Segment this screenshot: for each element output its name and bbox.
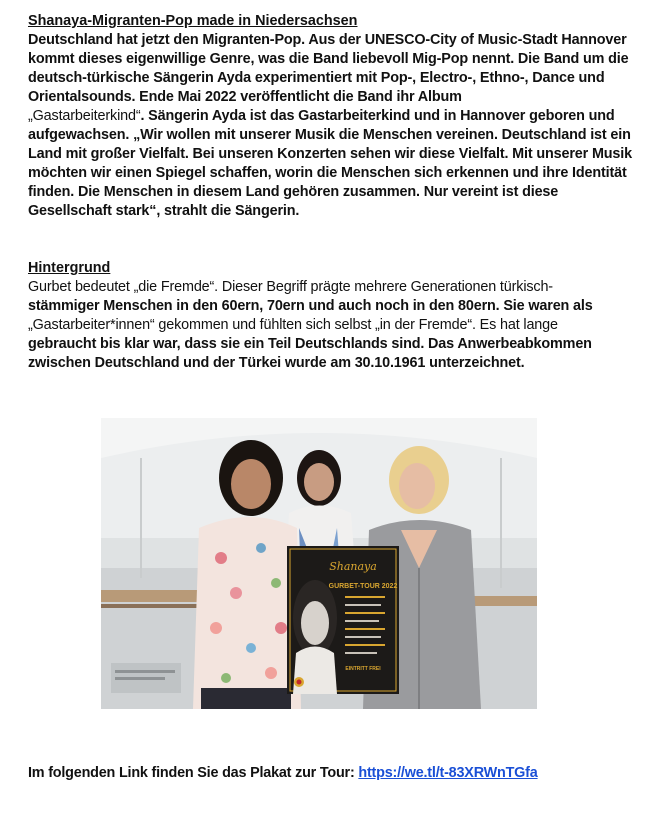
section2-text-line3: „Gastarbeiter*innen“ gekommen und fühlten sich selbst „in der Fremde“. Es hat lange xyxy=(28,317,558,333)
section1-paragraph xyxy=(28,31,640,221)
photo-illustration xyxy=(101,418,537,709)
section1-text-part1: Deutschland hat jetzt den Migranten-Pop. Aus der UNESCO-City of Music-Stadt Hannover kommt dieses eigenwillige Genre, was die Band liebevoll Mig-Pop nennt. Die Band um die deutsch-türkische Sängerin Ayda experimentiert mit Pop-, Electro-, Ethno-, Dance und Orientalsounds. Ende Mai 2022 veröffentlicht die Band ihr Album xyxy=(28,32,629,105)
footer-link-line xyxy=(28,765,538,781)
tour-photo xyxy=(101,418,537,709)
poster-script-title: Shanaya xyxy=(329,560,377,573)
tour-poster xyxy=(287,546,399,694)
footer-text: Im folgenden Link finden Sie das Plakat zur Tour: xyxy=(28,765,359,781)
section2-text-line4: gebraucht bis klar war, dass sie ein Teil Deutschlands sind. Das Anwerbeabkommen zwischen Deutschland und der Türkei wurde am 30.10.1961 unterzeichnet. xyxy=(28,336,592,371)
document-body xyxy=(28,12,640,373)
poster-tour-title: GURBET-TOUR 2022 xyxy=(328,583,398,590)
section-heading-hintergrund: Hintergrund xyxy=(28,260,111,276)
section1-text-part3: , strahlt die Sängerin. xyxy=(156,203,300,219)
section1-text-part2: . Sängerin Ayda ist das Gastarbeiterkind und in Hannover geboren und aufgewachsen. „Wir wollen mit unserer Musik die Menschen vereinen. Deutschland ist ein Land mit großer Vielfalt. Bei unseren Konzerten sehen wir diese Vielfalt. Mit unserer Musik möchten wir einen Spiegel schaffen, worin die Menschen sich erkennen und ihre Identität finden. Die Menschen in diesem Land gehören zusammen. Nur vereint ist diese Gesellschaft stark“ xyxy=(28,108,632,219)
section2-text-line2: stämmiger Menschen in den 60ern, 70ern und auch noch in den 80ern. Sie waren als xyxy=(28,298,593,314)
section1-text-quote: „Gastarbeiterkind“ xyxy=(28,108,141,124)
section-heading-shanaya: Shanaya-Migranten-Pop made in Niedersachsen xyxy=(28,13,358,29)
section2-paragraph xyxy=(28,278,640,373)
tour-poster-link[interactable]: https://we.tl/t-83XRWnTGfa xyxy=(358,765,538,781)
section2-text-line1: Gurbet bedeutet „die Fremde“. Dieser Begriff prägte mehrere Generationen türkisch- xyxy=(28,279,553,295)
poster-footer: EINTRITT FREI xyxy=(345,666,381,672)
